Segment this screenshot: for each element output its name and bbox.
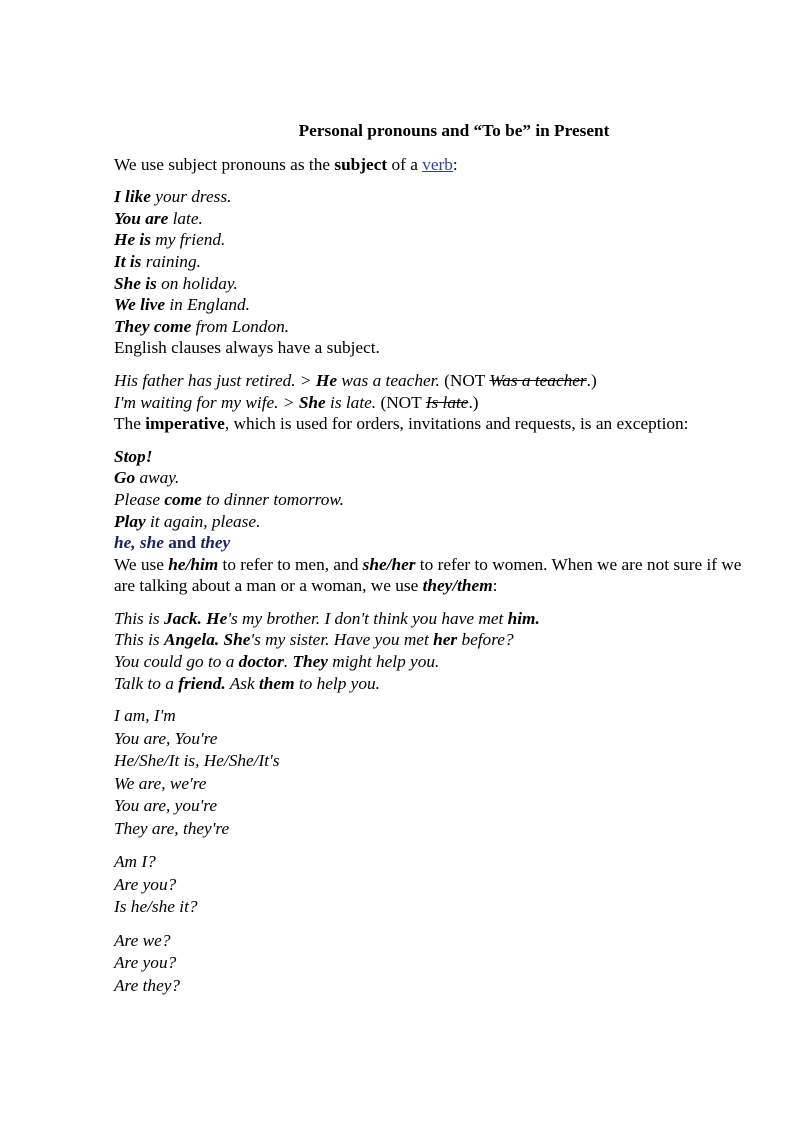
example-rest: my friend. bbox=[150, 230, 226, 250]
not-example-subject: She bbox=[298, 392, 326, 412]
contractions-block bbox=[114, 705, 764, 840]
example-subject: You are bbox=[114, 208, 169, 228]
usage-text: to refer to men, and bbox=[218, 554, 363, 574]
not-example-context: I'm waiting for my wife. > bbox=[114, 392, 299, 412]
imperative-post: , which is used for orders, invitations and requests, is an exception: bbox=[224, 414, 689, 434]
ex2-c: 's my brother. I don't think you have met bbox=[227, 608, 508, 628]
ex2-d: them bbox=[259, 673, 295, 693]
ex2-e: to help you. bbox=[294, 673, 380, 693]
not-example-line bbox=[114, 392, 764, 414]
ex2-b: friend. bbox=[178, 673, 226, 693]
example-rest: your dress. bbox=[150, 187, 232, 207]
example2-line bbox=[114, 629, 764, 651]
contraction-line: We are, we're bbox=[114, 773, 207, 793]
example-line bbox=[114, 294, 764, 316]
example-line bbox=[114, 229, 764, 251]
imperative-paragraph bbox=[114, 413, 764, 435]
example-rest: on holiday. bbox=[156, 273, 238, 293]
intro-text: We use subject pronouns as the bbox=[114, 154, 335, 174]
not-example-context: His father has just retired. > bbox=[114, 370, 316, 390]
please-bold: come bbox=[164, 489, 202, 509]
example-subject: It is bbox=[114, 251, 142, 271]
ex2-b: Angela. She bbox=[163, 630, 251, 650]
struck-text: Was a teacher bbox=[489, 370, 587, 390]
questions-block-1 bbox=[114, 851, 764, 919]
example-subject: She is bbox=[114, 273, 157, 293]
example2-line bbox=[114, 651, 764, 673]
intro-bold: subject bbox=[334, 154, 388, 174]
verb-link[interactable]: verb bbox=[422, 154, 453, 174]
example-rest: in England. bbox=[165, 295, 250, 315]
not-example-line bbox=[114, 370, 764, 392]
not-label: (NOT bbox=[439, 370, 490, 390]
example-rest: raining. bbox=[141, 251, 201, 271]
he-she-they-heading bbox=[114, 532, 764, 554]
ex2-a: Talk to a bbox=[114, 673, 179, 693]
examples-block-2 bbox=[114, 608, 764, 694]
example-rest: late. bbox=[168, 208, 203, 228]
question-line: Am I? bbox=[114, 852, 156, 872]
not-examples-block bbox=[114, 370, 764, 435]
imperative-pre: The bbox=[114, 414, 146, 434]
heading-they: they bbox=[200, 533, 231, 553]
ex2-a: This is bbox=[114, 630, 164, 650]
not-example-rest: is late. bbox=[325, 392, 377, 412]
ex2-a: You could go to a bbox=[114, 652, 239, 672]
example-subject: He is bbox=[114, 230, 151, 250]
stop-example: Stop! bbox=[114, 446, 153, 466]
example-subject: We live bbox=[114, 295, 166, 315]
go-bold: Go bbox=[114, 468, 136, 488]
example-subject: They come bbox=[114, 316, 192, 336]
ex2-c: 's my sister. Have you met bbox=[250, 630, 434, 650]
ex2-e: before? bbox=[457, 630, 514, 650]
ex2-b: Jack. He bbox=[163, 608, 228, 628]
question-line: Are they? bbox=[114, 975, 181, 995]
contraction-line: They are, they're bbox=[114, 818, 230, 838]
usage-text: to refer to women. When we are not sure if we are talking about a man or a woman, we use bbox=[114, 554, 742, 596]
ex2-c: . bbox=[283, 652, 293, 672]
questions-block-2 bbox=[114, 930, 764, 998]
example2-line bbox=[114, 673, 764, 695]
intro-paragraph bbox=[114, 154, 764, 176]
not-label: (NOT bbox=[376, 392, 426, 412]
clauses-note: English clauses always have a subject. bbox=[114, 338, 380, 358]
usage-text: We use bbox=[114, 554, 169, 574]
heading-and: and bbox=[163, 533, 201, 553]
document-content bbox=[114, 120, 764, 997]
contraction-line: He/She/It is, He/She/It's bbox=[114, 751, 280, 771]
contraction-line: You are, You're bbox=[114, 728, 218, 748]
example2-line bbox=[114, 608, 764, 630]
please-example bbox=[114, 489, 764, 511]
ex2-e: might help you. bbox=[327, 652, 440, 672]
usage-bold: they/them bbox=[422, 576, 493, 596]
ex2-d: her bbox=[433, 630, 458, 650]
question-line: Are you? bbox=[114, 874, 177, 894]
example-line bbox=[114, 186, 764, 208]
example-subject: I like bbox=[114, 187, 151, 207]
question-line: Are we? bbox=[114, 930, 171, 950]
ex2-d: him. bbox=[507, 608, 540, 628]
intro-colon: : bbox=[452, 154, 458, 174]
contraction-line: I am, I'm bbox=[114, 706, 176, 726]
usage-bold: she/her bbox=[362, 554, 416, 574]
example-line bbox=[114, 251, 764, 273]
question-line: Are you? bbox=[114, 953, 177, 973]
not-example-subject: He bbox=[315, 370, 338, 390]
go-rest: away. bbox=[135, 468, 180, 488]
contraction-line: You are, you're bbox=[114, 796, 218, 816]
struck-text: Is late bbox=[425, 392, 469, 412]
not-close: .) bbox=[468, 392, 479, 412]
please-rest: to dinner tomorrow. bbox=[201, 489, 344, 509]
example-line bbox=[114, 273, 764, 295]
not-example-rest: was a teacher. bbox=[337, 370, 440, 390]
usage-paragraph bbox=[114, 554, 764, 597]
ex2-d: They bbox=[292, 652, 328, 672]
heading-he-she: he, she bbox=[114, 533, 164, 553]
question-line: Is he/she it? bbox=[114, 897, 198, 917]
play-example bbox=[114, 511, 764, 533]
example-rest: from London. bbox=[191, 316, 290, 336]
not-close: .) bbox=[586, 370, 597, 390]
ex2-a: This is bbox=[114, 608, 164, 628]
usage-bold: he/him bbox=[168, 554, 219, 574]
play-rest: it again, please. bbox=[145, 511, 261, 531]
example-line bbox=[114, 208, 764, 230]
example-line bbox=[114, 316, 764, 338]
ex2-c: Ask bbox=[225, 673, 259, 693]
page-title: Personal pronouns and “To be” in Present bbox=[298, 121, 610, 140]
usage-text: : bbox=[492, 576, 498, 596]
imperative-bold: imperative bbox=[145, 414, 225, 434]
please-pre: Please bbox=[114, 489, 165, 509]
examples-block-1 bbox=[114, 186, 764, 359]
ex2-b: doctor bbox=[238, 652, 284, 672]
intro-text-mid: of a bbox=[387, 154, 423, 174]
imperative-examples-block bbox=[114, 446, 764, 597]
go-example bbox=[114, 467, 764, 489]
play-bold: Play bbox=[114, 511, 146, 531]
